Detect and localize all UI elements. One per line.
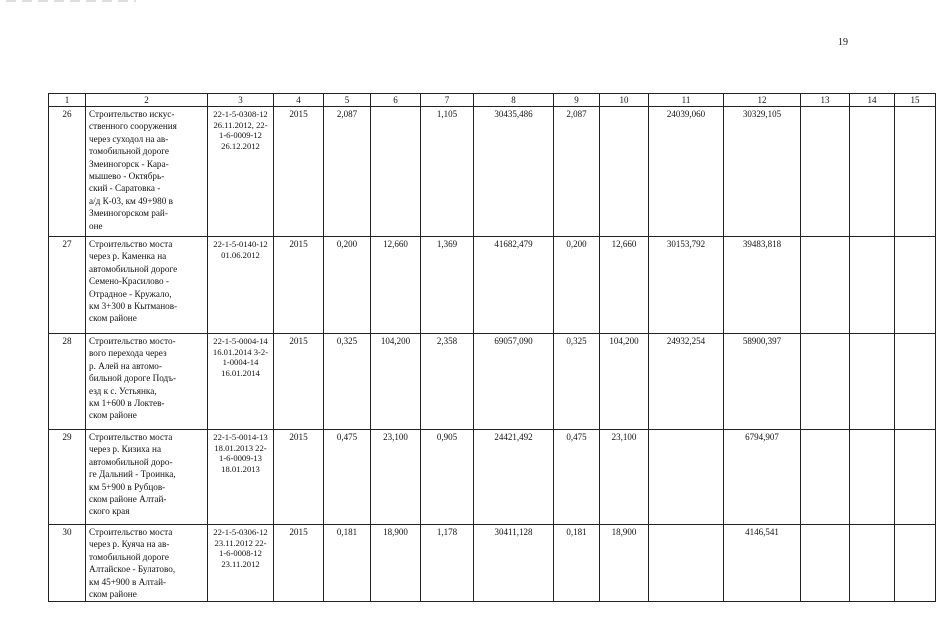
table-row — [49, 525, 936, 602]
value-cell-col-15 — [895, 525, 936, 602]
column-number-13: 13 — [801, 94, 850, 107]
value-cell-col-11: 24039,060 — [649, 107, 724, 237]
value-cell-col-14 — [850, 107, 895, 237]
value-cell-col-11 — [649, 525, 724, 602]
column-number-15: 15 — [895, 94, 936, 107]
value-cell-col-14 — [850, 525, 895, 602]
row-number-cell: 30 — [49, 525, 86, 602]
value-cell-col-12: 58900,397 — [724, 334, 801, 430]
column-number-11: 11 — [649, 94, 724, 107]
value-cell-col-4: 2015 — [274, 525, 324, 602]
table-header-row — [49, 94, 936, 107]
document-ref-cell: 22-1-5-0308-12 26.11.2012, 22- 1-6-0009-12 26.12.2012 — [208, 107, 274, 237]
value-cell-col-11: 30153,792 — [649, 237, 724, 334]
value-cell-col-13 — [801, 430, 850, 525]
value-cell-col-12: 39483,818 — [724, 237, 801, 334]
value-cell-col-5: 0,200 — [324, 237, 371, 334]
value-cell-col-5: 0,325 — [324, 334, 371, 430]
project-name-cell: Строительство моста через р. Каменка на автомобильной дороге Семено-Красилово - Отрадное - Кружало, км 3+300 в Кытманов- ском районе — [86, 237, 208, 334]
value-cell-col-4: 2015 — [274, 430, 324, 525]
value-cell-col-8: 30411,128 — [474, 525, 554, 602]
column-number-5: 5 — [324, 94, 371, 107]
value-cell-col-4: 2015 — [274, 237, 324, 334]
value-cell-col-13 — [801, 237, 850, 334]
value-cell-col-6: 23,100 — [371, 430, 421, 525]
value-cell-col-15 — [895, 237, 936, 334]
value-cell-col-13 — [801, 525, 850, 602]
value-cell-col-9: 2,087 — [554, 107, 600, 237]
value-cell-col-6: 12,660 — [371, 237, 421, 334]
value-cell-col-15 — [895, 334, 936, 430]
project-name-cell: Строительство моста через р. Кизиха на автомобильной доро- ге Дальний - Троинка, км 5+900 в Рубцов- ском районе Алтай- ского края — [86, 430, 208, 525]
project-name-cell: Строительство моста через р. Куяча на ав- томобильной дороге Алтайское - Булатово, км 45+900 в Алтай- ском районе — [86, 525, 208, 602]
value-cell-col-6 — [371, 107, 421, 237]
value-cell-col-7: 1,105 — [421, 107, 474, 237]
column-number-2: 2 — [86, 94, 208, 107]
document-ref-cell: 22-1-5-0140-12 01.06.2012 — [208, 237, 274, 334]
column-number-10: 10 — [600, 94, 649, 107]
value-cell-col-8: 69057,090 — [474, 334, 554, 430]
project-name-cell: Строительство искус- ственного сооружения через суходол на ав- томобильной дороге Змеиногорск - Кара- мышево - Октябрь- ский - Саратовка - а/д К-03, км 49+980 в Змеиногорском рай- оне — [86, 107, 208, 237]
value-cell-col-7: 2,358 — [421, 334, 474, 430]
value-cell-col-7: 0,905 — [421, 430, 474, 525]
value-cell-col-7: 1,178 — [421, 525, 474, 602]
column-number-6: 6 — [371, 94, 421, 107]
page-number: 19 — [838, 37, 848, 48]
value-cell-col-7: 1,369 — [421, 237, 474, 334]
table-row — [49, 237, 936, 334]
value-cell-col-10 — [600, 107, 649, 237]
value-cell-col-9: 0,200 — [554, 237, 600, 334]
column-number-8: 8 — [474, 94, 554, 107]
column-number-14: 14 — [850, 94, 895, 107]
value-cell-col-8: 41682,479 — [474, 237, 554, 334]
value-cell-col-9: 0,475 — [554, 430, 600, 525]
value-cell-col-10: 104,200 — [600, 334, 649, 430]
row-number-cell: 26 — [49, 107, 86, 237]
data-table — [48, 93, 936, 602]
column-number-3: 3 — [208, 94, 274, 107]
value-cell-col-14 — [850, 430, 895, 525]
row-number-cell: 28 — [49, 334, 86, 430]
value-cell-col-5: 0,475 — [324, 430, 371, 525]
value-cell-col-4: 2015 — [274, 107, 324, 237]
column-number-4: 4 — [274, 94, 324, 107]
value-cell-col-4: 2015 — [274, 334, 324, 430]
value-cell-col-6: 104,200 — [371, 334, 421, 430]
table-row — [49, 334, 936, 430]
value-cell-col-5: 0,181 — [324, 525, 371, 602]
value-cell-col-15 — [895, 107, 936, 237]
table-row — [49, 107, 936, 237]
column-number-1: 1 — [49, 94, 86, 107]
value-cell-col-14 — [850, 334, 895, 430]
document-ref-cell: 22-1-5-0004-14 16.01.2014 3-2- 1-0004-14 16.01.2014 — [208, 334, 274, 430]
value-cell-col-13 — [801, 107, 850, 237]
value-cell-col-12: 4146,541 — [724, 525, 801, 602]
value-cell-col-5: 2,087 — [324, 107, 371, 237]
value-cell-col-15 — [895, 430, 936, 525]
column-number-12: 12 — [724, 94, 801, 107]
column-number-7: 7 — [421, 94, 474, 107]
value-cell-col-11 — [649, 430, 724, 525]
document-ref-cell: 22-1-5-0306-12 23.11.2012 22- 1-6-0008-12 23.11.2012 — [208, 525, 274, 602]
value-cell-col-10: 12,660 — [600, 237, 649, 334]
column-number-9: 9 — [554, 94, 600, 107]
value-cell-col-13 — [801, 334, 850, 430]
value-cell-col-9: 0,325 — [554, 334, 600, 430]
value-cell-col-10: 23,100 — [600, 430, 649, 525]
value-cell-col-8: 30435,486 — [474, 107, 554, 237]
row-number-cell: 29 — [49, 430, 86, 525]
project-name-cell: Строительство мосто- вого перехода через р. Алей на автомо- бильной дороге Подъ- езд к с. Устьянка, км 1+600 в Локтев- ском районе — [86, 334, 208, 430]
row-number-cell: 27 — [49, 237, 86, 334]
value-cell-col-6: 18,900 — [371, 525, 421, 602]
document-ref-cell: 22-1-5-0014-13 18.01.2013 22- 1-6-0009-13 18.01.2013 — [208, 430, 274, 525]
value-cell-col-14 — [850, 237, 895, 334]
value-cell-col-12: 30329,105 — [724, 107, 801, 237]
value-cell-col-8: 24421,492 — [474, 430, 554, 525]
value-cell-col-12: 6794,907 — [724, 430, 801, 525]
value-cell-col-11: 24932,254 — [649, 334, 724, 430]
table-row — [49, 430, 936, 525]
scan-artifact — [6, 0, 136, 2]
value-cell-col-10: 18,900 — [600, 525, 649, 602]
value-cell-col-9: 0,181 — [554, 525, 600, 602]
